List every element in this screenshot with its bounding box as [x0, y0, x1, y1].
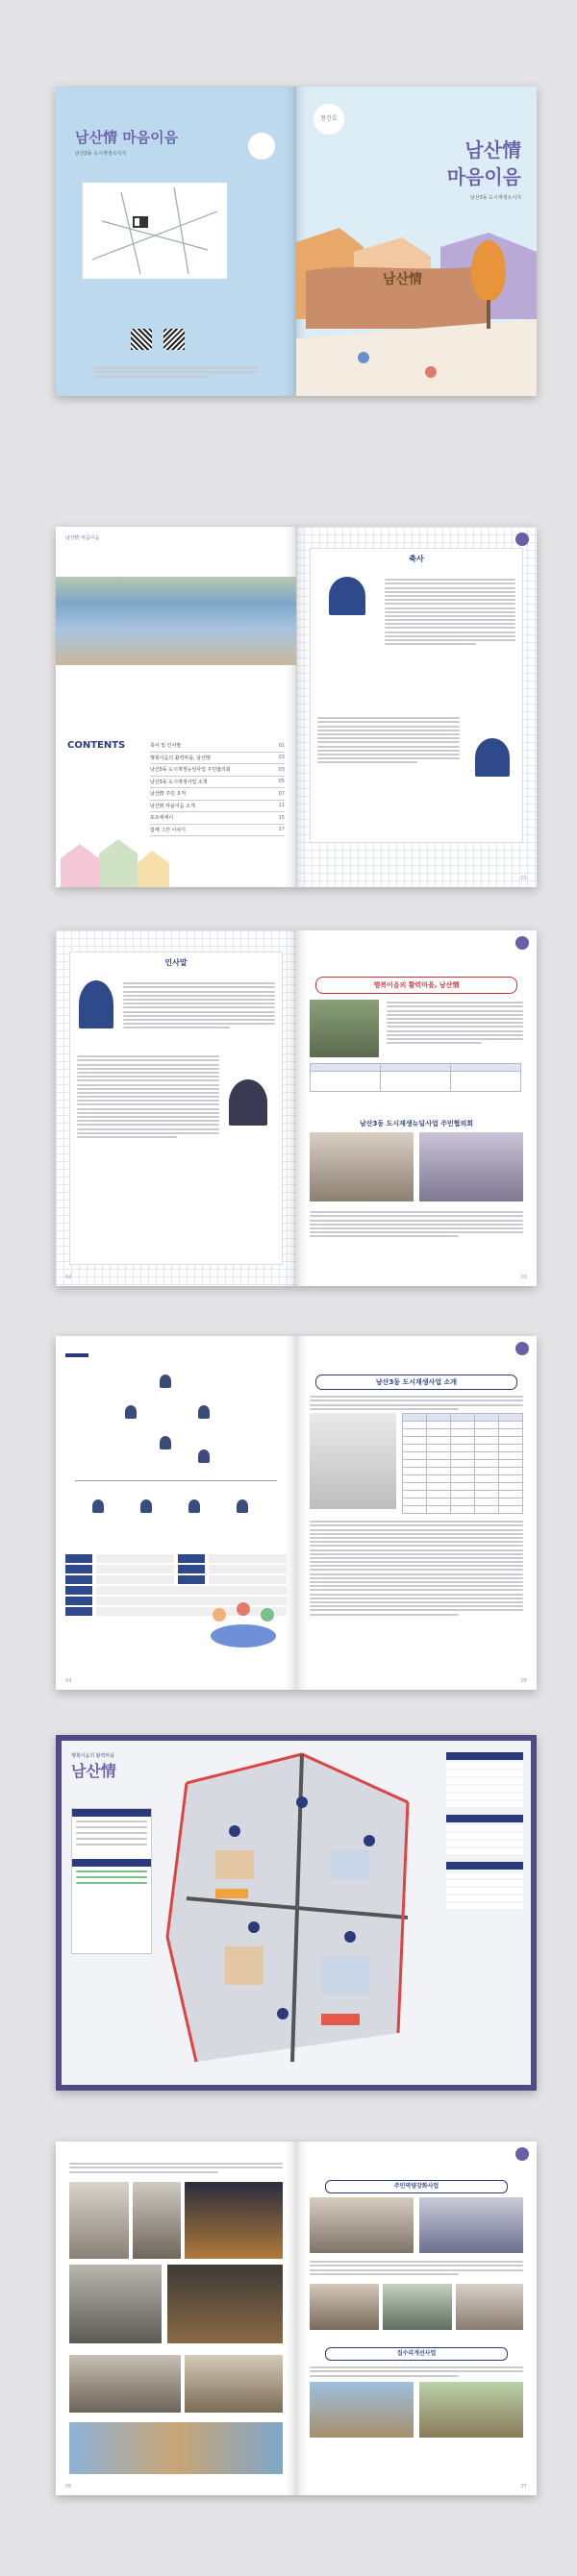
photo-page: [56, 2142, 296, 2495]
map-spread: [56, 1735, 537, 2091]
front-cover-title-1: 남산情: [464, 138, 521, 161]
program-text: [310, 2259, 523, 2277]
member-photo: [198, 1405, 210, 1419]
contents-item[interactable]: 포토에세이 15: [150, 812, 285, 825]
council-page: [296, 930, 537, 1286]
page-number: 05: [520, 1678, 527, 1684]
contents-item[interactable]: 함께 그린 이야기 17: [150, 825, 285, 837]
council-text: [310, 1209, 523, 1240]
qr-code-2[interactable]: [163, 329, 185, 350]
program-photo-3: [310, 2284, 379, 2330]
project-list-panel: [446, 1752, 523, 2079]
front-cover-subtitle: 남산3동 도시재생소식지: [469, 195, 521, 201]
contents-item[interactable]: 남산3동 도시재생사업 소개 05: [150, 777, 285, 789]
village-illustration: [56, 830, 171, 887]
back-cover: [56, 87, 296, 396]
mural-photo: [69, 2422, 283, 2474]
back-cover-subtitle: 남산3동 도시재생소식지: [75, 151, 127, 157]
greeting-text-2: [77, 1053, 219, 1140]
section-title-2: 집수리개선사업: [325, 2347, 508, 2361]
member-photo: [188, 1499, 200, 1513]
contents-item[interactable]: 행복이음의 활력마을, 남산情 03: [150, 753, 285, 765]
page-number: 03: [520, 1275, 527, 1280]
vision-table: [310, 1063, 521, 1092]
page-number: 07: [520, 2484, 527, 2489]
member-photo: [125, 1405, 137, 1419]
section-badge: [515, 1342, 529, 1355]
meeting-photo-2: [419, 1132, 523, 1201]
program-photo-1: [310, 2197, 414, 2253]
project-text: [310, 1519, 523, 1618]
interior-photo: [167, 2265, 283, 2343]
town-map: [158, 1745, 446, 2071]
section-badge: [515, 936, 529, 950]
speaker-photo-2: [475, 738, 510, 777]
contents-heading: CONTENTS: [67, 740, 126, 751]
contents-list: [150, 740, 285, 836]
meeting-photo-1: [310, 1132, 414, 1201]
page-number: 02: [65, 1275, 72, 1280]
road-photo: [69, 2265, 162, 2343]
contents-item[interactable]: 남산情 마을이음 소개 11: [150, 801, 285, 813]
speaker-photo-2: [229, 1079, 267, 1126]
street-photo: [69, 2182, 129, 2259]
repair-photo-1: [310, 2382, 414, 2438]
street-photo-2: [133, 2182, 181, 2259]
member-photo: [160, 1375, 171, 1388]
facility-photo-2: [185, 2355, 283, 2413]
map-frame: [62, 1741, 531, 2085]
legend-panel: [71, 1808, 152, 1954]
intro-text: [310, 1394, 523, 1412]
greeting-spread: [56, 930, 537, 1286]
member-photo: [140, 1499, 152, 1513]
page-header: 남산情 마음이음: [65, 535, 100, 541]
contents-item[interactable]: 남산3동 도시재생뉴딜사업 주민협의회 03: [150, 764, 285, 777]
intro-text: [387, 1000, 523, 1046]
location-map: [83, 183, 227, 279]
organization-spread: [56, 1336, 537, 1690]
page-title: 인사말: [164, 958, 188, 967]
slogan-banner: 행복이음의 활력마을, 남산情: [315, 977, 517, 994]
map-title-prefix: 행복이음의 활력마을: [71, 1753, 115, 1759]
section-badge: [515, 533, 529, 546]
mural-text: 남산情: [383, 272, 423, 287]
building-render: [310, 1413, 396, 1509]
facility-table: [402, 1413, 523, 1514]
repair-photo-2: [419, 2382, 523, 2438]
project-intro-page: [296, 1336, 537, 1690]
community-illustration: [200, 1596, 287, 1653]
greeting-page: [56, 930, 296, 1286]
photo-intro-text: [69, 2161, 283, 2175]
mural-photo: [56, 577, 296, 665]
section-title: 남산3동 도시재생사업 소개: [315, 1375, 517, 1390]
front-cover-title-2: 마음이음: [446, 165, 521, 188]
cover-illustration: [296, 204, 537, 396]
repair-text: [310, 2365, 523, 2379]
member-photo: [92, 1499, 104, 1513]
speaker-photo-1: [329, 577, 365, 615]
program-photo-4: [383, 2284, 452, 2330]
contents-spread: [56, 527, 537, 887]
program-photo-5: [456, 2284, 523, 2330]
section-title-1: 주민역량강화사업: [325, 2180, 508, 2193]
page-number: 04: [65, 1678, 72, 1684]
page-number: 06: [65, 2484, 72, 2489]
member-photo: [160, 1436, 171, 1449]
cover-spread: [56, 87, 537, 396]
greeting-text: [123, 980, 275, 1030]
organization-page: [56, 1336, 296, 1690]
facility-photo: [69, 2355, 181, 2413]
contents-item[interactable]: 남산情 주민 조직 07: [150, 788, 285, 801]
alley-photo: [310, 1000, 379, 1057]
program-photo-2: [419, 2197, 523, 2253]
page-title: 축사: [409, 555, 424, 563]
section-badge: [515, 2147, 529, 2161]
back-cover-address: [94, 365, 258, 380]
congratulation-page: [296, 527, 537, 887]
issue-badge: 창간호: [314, 104, 344, 135]
speaker-photo: [79, 980, 113, 1028]
speech-text-1: [385, 577, 515, 647]
program-page: [296, 2142, 537, 2495]
map-title-box: [71, 1752, 163, 1789]
page-number: 01: [520, 876, 527, 881]
back-cover-title: 남산情 마음이음: [75, 129, 179, 146]
contents-item[interactable]: 축사 및 인사말 01: [150, 740, 285, 753]
qr-code-1[interactable]: [131, 329, 152, 350]
org-chart-label: [65, 1353, 88, 1357]
night-photo: [185, 2182, 283, 2259]
map-title: 남산情: [71, 1762, 116, 1780]
front-cover: [296, 87, 537, 396]
section-title: 남산3동 도시재생뉴딜사업 주민협의회: [360, 1120, 473, 1127]
speech-text-2: [317, 715, 460, 765]
member-photo: [198, 1449, 210, 1463]
member-photo: [237, 1499, 248, 1513]
contents-page: [56, 527, 296, 887]
issue-seal: [248, 133, 275, 160]
photo-spread: [56, 2142, 537, 2495]
